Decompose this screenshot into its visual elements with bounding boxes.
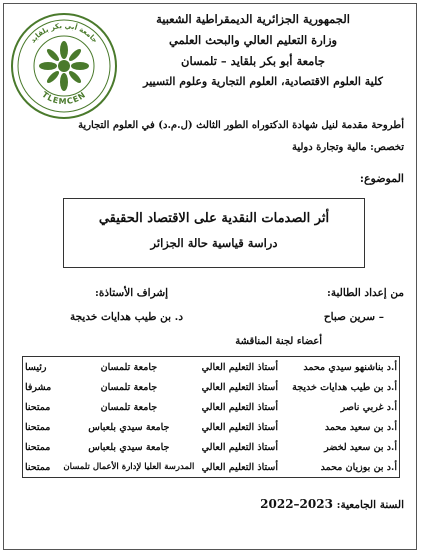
subject-label: الموضوع: xyxy=(359,172,404,185)
member-university: جامعة تلمسان xyxy=(100,361,158,373)
student-name: – سرين صباح xyxy=(323,311,384,323)
table-row xyxy=(23,437,400,457)
member-university: المدرسة العليا لإدارة الأعمال تلمسان xyxy=(63,462,195,472)
member-name: أ.د بن سعيد لخضر xyxy=(324,441,397,453)
table-row xyxy=(23,357,400,378)
member-name: أ.د بناشنهو سيدي محمد xyxy=(303,361,397,373)
supervisor-name: د. بن طيب هدايات خديجة xyxy=(70,311,184,323)
ministry-line: وزارة التعليم العالي والبحث العلمي xyxy=(168,33,338,47)
svg-text:TLEMCEN: TLEMCEN xyxy=(40,89,88,107)
table-row xyxy=(23,397,400,417)
member-rank: أستاذ التعليم العالي xyxy=(201,361,279,373)
member-name: أ.د بن طيب هدايات خديجة xyxy=(292,381,397,393)
specialty-line xyxy=(292,142,404,153)
member-rank: أستاذ التعليم العالي xyxy=(201,381,279,393)
member-university: جامعة تلمسان xyxy=(100,381,158,393)
member-university: جامعة سيدي بلعباس xyxy=(88,421,170,433)
specialty-value: مالية وتجارة دولية xyxy=(291,142,367,153)
member-name: أ.د بن بوزيان محمد xyxy=(320,461,397,473)
academic-year xyxy=(260,497,404,511)
member-university: جامعة تلمسان xyxy=(100,401,158,413)
member-role: ممتحنا xyxy=(25,421,51,433)
member-university: جامعة سيدي بلعباس xyxy=(88,441,170,453)
member-name: أ.د غربي ناصر xyxy=(340,401,397,413)
member-role: رئيسا xyxy=(25,361,47,373)
thesis-subtitle: دراسة قياسية حالة الجزائر xyxy=(150,236,278,250)
member-role: ممتحنا xyxy=(25,441,51,453)
table-row xyxy=(23,417,400,437)
student-label: من إعداد الطالبة: xyxy=(326,287,404,299)
thesis-title: أثر الصدمات النقدية على الاقتصاد الحقيقي xyxy=(98,211,330,226)
supervisor-label: إشراف الأستاذة: xyxy=(95,287,169,299)
jury-table xyxy=(22,356,400,478)
university-seal-icon xyxy=(10,12,118,120)
academic-year-value: 2022–2023 xyxy=(260,497,333,511)
member-role: ممتحنا xyxy=(25,461,51,473)
degree-line: أطروحة مقدمة لنيل شهادة الدكتوراه الطور الثالث (ل.م.د) في العلوم التجارية xyxy=(78,120,404,131)
member-rank: أستاذ التعليم العالي xyxy=(201,441,279,453)
faculty-line: كلية العلوم الاقتصادية، العلوم التجارية وعلوم التسيير xyxy=(143,75,383,88)
table-row xyxy=(23,377,400,397)
member-rank: أستاذ التعليم العالي xyxy=(201,461,279,473)
member-name: أ.د بن سعيد محمد xyxy=(324,421,397,433)
title-box xyxy=(63,198,365,268)
jury-title: أعضاء لجنة المناقشة xyxy=(235,336,322,347)
svg-text:جامعة أبي بكر بلقايد: جامعة أبي بكر بلقايد xyxy=(28,21,100,45)
member-role: مشرفا xyxy=(25,381,52,393)
member-role: ممتحنا xyxy=(25,401,51,413)
member-rank: أستاذ التعليم العالي xyxy=(201,401,279,413)
academic-year-label: السنة الجامعية: xyxy=(336,499,404,511)
member-rank: أستاذ التعليم العالي xyxy=(201,421,279,433)
university-line: جامعة أبو بكر بلقايد – تلمسان xyxy=(181,54,325,68)
table-row xyxy=(23,457,400,478)
republic-line: الجمهورية الجزائرية الديمقراطية الشعبية xyxy=(156,12,350,26)
specialty-label: تخصص: xyxy=(370,142,404,153)
